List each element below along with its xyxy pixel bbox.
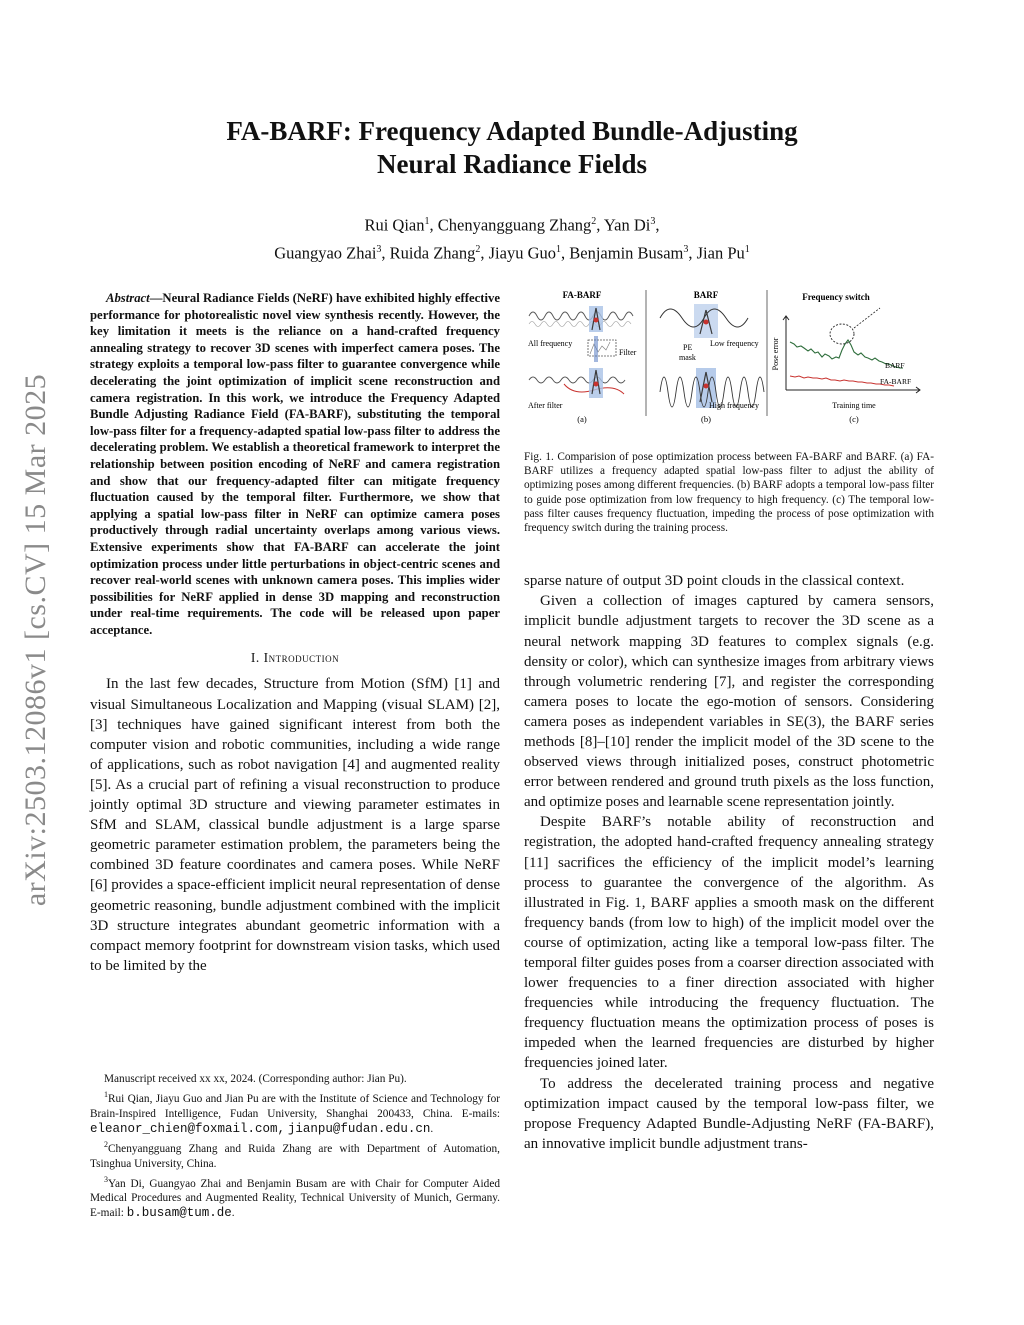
- author-affiliation: 2: [591, 216, 597, 227]
- footnote-text: Chenyangguang Zhang and Ruida Zhang are with Department of Automation, Tsinghua University, China.: [90, 1142, 500, 1170]
- right-paragraph-0: sparse nature of output 3D point clouds in the classical context.: [524, 573, 905, 590]
- author-affiliation: 1: [556, 243, 561, 255]
- abstract: [90, 290, 500, 638]
- signal-wave: [529, 377, 625, 383]
- signal-wave: [529, 312, 633, 320]
- camera-center: [594, 318, 599, 323]
- panel-a-title: FA-BARF: [562, 290, 602, 300]
- author-name: Ruida Zhang: [389, 243, 476, 262]
- author-name: Benjamin Busam: [569, 243, 684, 262]
- email-link[interactable]: eleanor_chien@foxmail.com,: [90, 1121, 286, 1136]
- right-paragraph-3: To address the decelerated training process and negative optimization impact caused by the temporal low-pass filter, we propose Frequency Adapted Bundle-Adjusting NeRF (FA-BARF), an innovative implicit bundle adjustment trans-: [524, 1075, 934, 1152]
- footnote-3: [90, 1172, 500, 1222]
- footnote-end: .: [430, 1122, 434, 1135]
- authors-line-2: [90, 238, 934, 266]
- author-name: Chenyangguang Zhang: [437, 215, 592, 235]
- right-paragraph-2: Despite BARF’s notable ability of reconstruction and registration, the adopted hand-crafted frequency annealing strategy [11] sacrifices the efficiency of the implicit model’s learning process to guarantee the convergence of the algorithm. As illustrated in Fig. 1, BARF applies a smooth mask on the different frequency bands (from low to high) of the implicit model over the course of optimization, acting like a temporal low-pass filter. The temporal filter guides poses from a coarser direction associated with lower frequencies to a finer direction associated with higher frequencies while introducing the frequency fluctuation. The frequency fluctuation means the optimization process of poses is impeded when the learned frequencies are disturbed by higher frequencies joined later.: [524, 814, 934, 1072]
- abstract-lead: Abstract: [106, 291, 150, 305]
- email-link[interactable]: b.busam@tum.de: [126, 1206, 232, 1221]
- legend-fa-barf: FA-BARF: [880, 377, 912, 386]
- footnote-end: .: [231, 1207, 235, 1220]
- email-link[interactable]: jianpu@fudan.edu.cn: [287, 1121, 431, 1136]
- footnote-mark: 3: [104, 1174, 108, 1184]
- panel-c-title: Frequency switch: [802, 292, 870, 302]
- panel-b-low-frequency: Low frequency: [710, 339, 759, 348]
- author-list: [90, 210, 934, 265]
- panel-a-filter: Filter: [619, 348, 637, 357]
- footnote-text: Rui Qian, Jiayu Guo and Jian Pu are with the Institute of Science and Technology for Brain-Inspired Intelligence, Fudan University, Shanghai 200433, China. E-mails:: [90, 1092, 500, 1120]
- author-affiliation: 3: [650, 216, 656, 227]
- panel-a-all-frequency: All frequency: [528, 339, 573, 348]
- author-name: Guangyao Zhai: [274, 243, 377, 262]
- signal-wave: [529, 322, 631, 327]
- intro-paragraph-1: In the last few decades, Structure from Motion (SfM) [1] and visual Simultaneous Localization and Mapping (visual SLAM) [2], [3] techniques have gained significant interest from both the computer vision and robotic communities, including a wide range of applications, such as robot navigation [4] and augmented reality [5]. As a crucial part of refining a visual reconstruction to produce jointly optimal 3D structure and viewing parameter estimates in SfM and SLAM, classical bundle adjustment is a large sparse geometric parameter estimation problem, the parameters being the combined 3D feature coordinates and camera poses. While NeRF [6] provides a space-efficient implicit neural representation of dense geometric reasoning, bundle adjustment combined with the implicit 3D structure integrates abundant geometric information with a compact memory footprint for downstream vision tasks, which used to be limited by the: [90, 676, 500, 974]
- author-name: Jiayu Guo: [488, 243, 556, 262]
- section-heading: [90, 650, 500, 666]
- title-line-1: FA-BARF: Frequency Adapted Bundle-Adjusting: [226, 116, 798, 146]
- paper-title: [90, 115, 934, 181]
- authors-line-1: [90, 210, 934, 238]
- panel-b-pe: PE: [683, 343, 693, 352]
- footnote-received: Manuscript received xx xx, 2024. (Corresponding author: Jian Pu).: [104, 1073, 407, 1085]
- footnote-text: Yan Di, Guangyao Zhai and Benjamin Busam are with Chair for Computer Aided Medical Procedures and Augmented Reality, Technical University of Munich, Germany. E-mail:: [90, 1177, 500, 1220]
- camera-center: [704, 384, 709, 389]
- legend-barf: BARF: [885, 361, 905, 370]
- section-number: I.: [250, 650, 260, 666]
- filter-response: [590, 342, 610, 354]
- footnote-2: [90, 1137, 500, 1172]
- panel-c-label: (c): [849, 414, 859, 424]
- author-separator: ,: [480, 243, 489, 262]
- footnote-mark: 1: [104, 1090, 108, 1099]
- panel-a-label: (a): [577, 414, 587, 424]
- panel-b-title: BARF: [693, 290, 719, 300]
- footnotes: [90, 1072, 500, 1221]
- camera-center: [594, 382, 599, 387]
- author-affiliation: 3: [376, 243, 382, 255]
- author-separator: ,: [688, 243, 697, 262]
- panel-a: [528, 290, 637, 424]
- panel-b-label: (b): [701, 414, 711, 424]
- footnote-1: [90, 1087, 500, 1137]
- figure-1-graphic: [524, 288, 934, 426]
- author-separator: ,: [655, 215, 660, 235]
- abstract-text: Neural Radiance Fields (NeRF) have exhibited highly effective performance for photorealistic novel view synthesis recently. However, the key limitation it meets is the reliance on a hand-crafted frequency annealing strategy to recover 3D scenes with imperfect camera poses. The strategy exploits a temporal low-pass filter to guarantee convergence while decelerating the joint optimization of implicit scene reconstruction and camera registration. In this work, we introduce the Frequency Adapted Bundle Adjusting Radiance Field (FA-BARF), substituting the temporal low-pass filter for a frequency-adapted spatial low-pass filter to address the decelerating problem. We establish a theoretical framework to interpret the relationship between position encoding of NeRF and camera registration and show that our frequency-adapted filter can mitigate frequency fluctuation caused by the temporal filter. Furthermore, we show that applying a spatial low-pass filter in NeRF can optimize camera poses productively through radial uncertainty overlaps among various views. Extensive experiments show that FA-BARF can accelerate the joint optimization process under little perturbations in object-centric scenes and recover real-world scenes with unknown camera poses. This implies wider possibilities for NeRF applied in dense 3D mapping and reconstruction under real-time requirements. The code will be released upon paper acceptance.: [90, 291, 500, 637]
- left-column: [90, 290, 500, 976]
- panel-b: [660, 290, 764, 424]
- figure-caption: Fig. 1. Comparision of pose optimization process between FA-BARF and BARF. (a) FA-BARF utilizes a frequency adapted spatial low-pass filter to adjust the ability of optimizing poses among different frequencies. (b) BARF adopts a temporal low-pass filter to guide pose optimization from low frequency to high frequency. (c) The temporal low-pass filter causes frequency fluctuation, impeding the process of pose optimization with frequency switch during the training process.: [524, 451, 934, 535]
- frequency-switch-highlight: [830, 324, 854, 344]
- caption-spacer: [524, 535, 934, 571]
- author-separator: ,: [381, 243, 390, 262]
- title-line-2: Neural Radiance Fields: [377, 149, 647, 179]
- author-separator: ,: [429, 215, 438, 235]
- series-fa-barf: [790, 376, 894, 386]
- author-separator: ,: [561, 243, 570, 262]
- panel-b-mask: mask: [679, 353, 696, 362]
- panel-c-ylabel: Pose error: [771, 337, 780, 371]
- author-name: Jian Pu: [696, 243, 745, 262]
- figure-1: [524, 288, 934, 426]
- author-affiliation: 1: [424, 216, 430, 227]
- callout-line: [854, 308, 880, 328]
- arxiv-id: arXiv:2503.12086v1 [cs.CV] 15 Mar 2025: [19, 373, 52, 907]
- right-paragraph-1: Given a collection of images captured by camera sensors, implicit bundle adjustment targets to recover the 3D scene as a neural network mapping 3D features to complex signals (e.g. density or color), which can synthesize images from arbitrary views through volumetric rendering [7], and register the corresponding camera poses to locate the ego-motion of sensors. Considering camera poses as independent variables in SE(3), the BARF series methods [8]–[10] render the implicit model of the 3D scene to the observed views through initialized poses, construct photometric error between rendered and ground truth pixels as the loss function, and optimize poses and learnable scene representation jointly.: [524, 593, 934, 811]
- author-affiliation: 1: [744, 243, 750, 255]
- camera-center: [704, 320, 709, 325]
- author-affiliation: 3: [683, 243, 689, 255]
- author-separator: ,: [596, 215, 604, 235]
- right-column: [524, 288, 934, 1154]
- panel-c: [771, 292, 920, 424]
- arxiv-stamp: [8, 330, 64, 950]
- author-affiliation: 2: [475, 243, 481, 255]
- panel-c-xlabel: Training time: [832, 401, 876, 410]
- section-title: Introduction: [263, 650, 340, 666]
- footnote-mark: 2: [104, 1139, 108, 1149]
- abstract-dash: —: [149, 291, 163, 305]
- panel-a-after-filter: After filter: [528, 401, 563, 410]
- panel-b-high-frequency: High frequency: [709, 401, 759, 410]
- author-name: Yan Di: [603, 215, 651, 235]
- author-name: Rui Qian: [364, 215, 425, 235]
